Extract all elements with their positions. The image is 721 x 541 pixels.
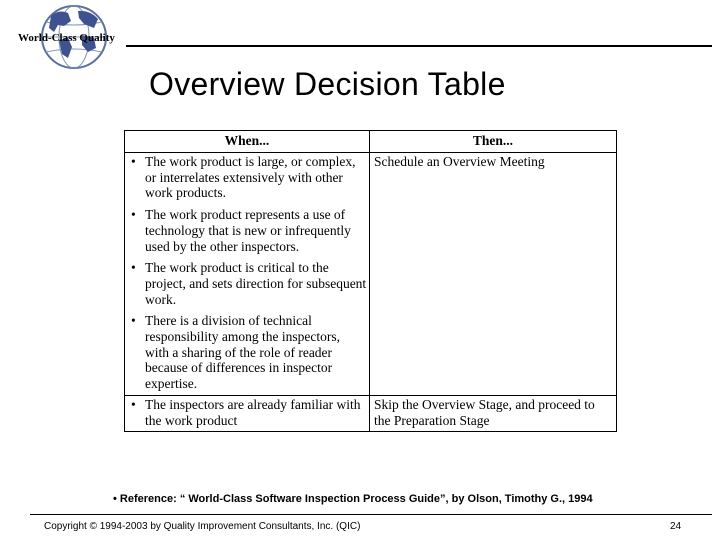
- condition-list: [128, 154, 367, 392]
- condition-item: [128, 313, 367, 392]
- bullet-icon: •: [131, 313, 136, 329]
- when-cell: [125, 153, 370, 396]
- column-header-when: When...: [125, 131, 370, 153]
- when-cell: [125, 395, 370, 431]
- condition-item: [128, 260, 367, 307]
- bullet-icon: •: [131, 396, 136, 412]
- page-number: 24: [670, 521, 682, 532]
- slide-title: Overview Decision Table: [149, 66, 506, 102]
- reference-note: • Reference: “ World-Class Software Inspection Process Guide”, by Olson, Timothy G., 1994: [113, 493, 593, 505]
- table-row: [125, 395, 617, 431]
- decision-table: [124, 130, 617, 432]
- table-row: [125, 153, 617, 396]
- condition-text: The work product represents a use of technology that is new or infrequently used by the other inspectors.: [145, 207, 351, 254]
- footer-divider: [30, 514, 712, 515]
- header-divider: [126, 45, 712, 47]
- condition-item: [128, 397, 367, 428]
- bullet-icon: •: [131, 207, 136, 223]
- then-cell: Skip the Overview Stage, and proceed to the Preparation Stage: [370, 395, 617, 431]
- condition-text: The inspectors are already familiar with the work product: [145, 396, 361, 428]
- copyright-text: Copyright © 1994-2003 by Quality Improvement Consultants, Inc. (QIC): [44, 521, 361, 532]
- then-cell: Schedule an Overview Meeting: [370, 153, 617, 396]
- condition-text: There is a division of technical responsibility among the inspectors, with a sharing of the role of reader because of differences in inspector expertise.: [145, 313, 340, 392]
- column-header-then: Then...: [370, 131, 617, 153]
- brand-name: World-Class Quality: [18, 32, 115, 44]
- condition-text: The work product is critical to the project, and sets direction for subsequent work.: [145, 260, 367, 307]
- bullet-icon: •: [131, 154, 136, 169]
- condition-item: [128, 154, 367, 201]
- condition-text: The work product is large, or complex, or interrelates extensively with other work products.: [145, 154, 356, 201]
- bullet-icon: •: [131, 260, 136, 276]
- condition-list: [128, 397, 367, 428]
- condition-item: [128, 207, 367, 254]
- table-header-row: [125, 131, 617, 153]
